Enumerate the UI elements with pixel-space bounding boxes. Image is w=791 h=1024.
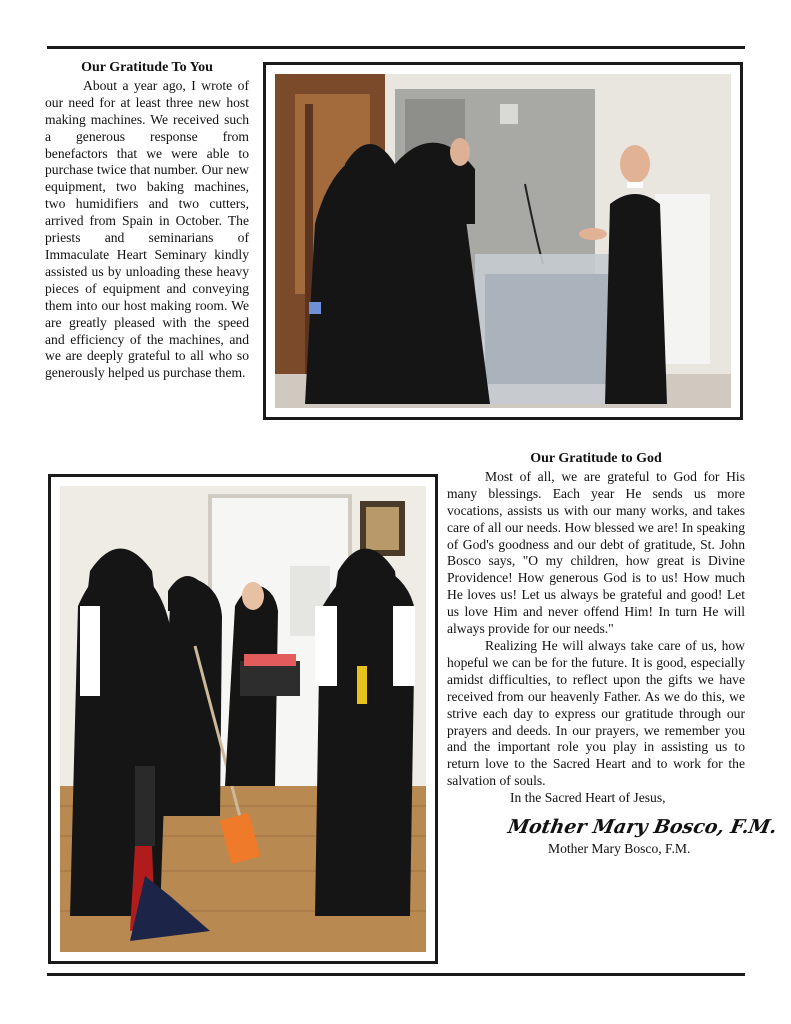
article-paragraph: Most of all, we are grateful to God for His many blessings. Each year He sends us more vocations, assists us with our many works, and takes care of all our needs. How blessed we are! In speaking of God's goodness and our debt of gratitude, St. John Bosco says, "O my children, how great is Divine Providence! How generous God is to us! How much He loves us! Let us always be grateful and good! Let us love Him and never offend Him! In turn He will always provide for our needs." [447,468,745,637]
handwritten-signature [506,811,779,841]
article-heading: Our Gratitude To You [81,60,213,75]
photo-sisters-cleaning [48,474,438,964]
article-gratitude-to-god [447,451,779,858]
article-gratitude-to-you [45,60,249,382]
top-rule [47,46,745,49]
photo-sisters-image [60,486,426,952]
signature-text: Mother Mary Bosco, F.M. [506,815,779,838]
article-body: About a year ago, I wrote of our need for at least three new host making machines. We received such a generous response from benefactors that we were able to purchase twice that number. Our new equipment, two baking machines, two humidifiers and two cutters, arrived from Spain in October. The priests and seminarians of Immaculate Heart Seminary kindly assisted us by unloading these heavy pieces of equipment and conveying them into our host making room. We are greatly pleased with the speed and efficiency of the machines, and we are deeply grateful to all who so generously helped us purchase them. [45,77,249,381]
bottom-rule [47,973,745,976]
closing-line: In the Sacred Heart of Jesus, [510,790,666,806]
photo-machines-image [275,74,731,408]
signer-name: Mother Mary Bosco, F.M. [548,841,691,857]
article-paragraph: Realizing He will always take care of us, how hopeful we can be for the future. It is good, especially amidst difficulties, to reflect upon the gifts we have received from our heavenly Father. As we do this, we strive each day to express our gratitude through our prayers and deeds. In our prayers, we remember you and the important role you play in assisting us to return love to the Sacred Heart and to work for the salvation of souls. [447,637,745,789]
photo-nuns-priest-machines [263,62,743,420]
article-heading: Our Gratitude to God [530,451,662,466]
